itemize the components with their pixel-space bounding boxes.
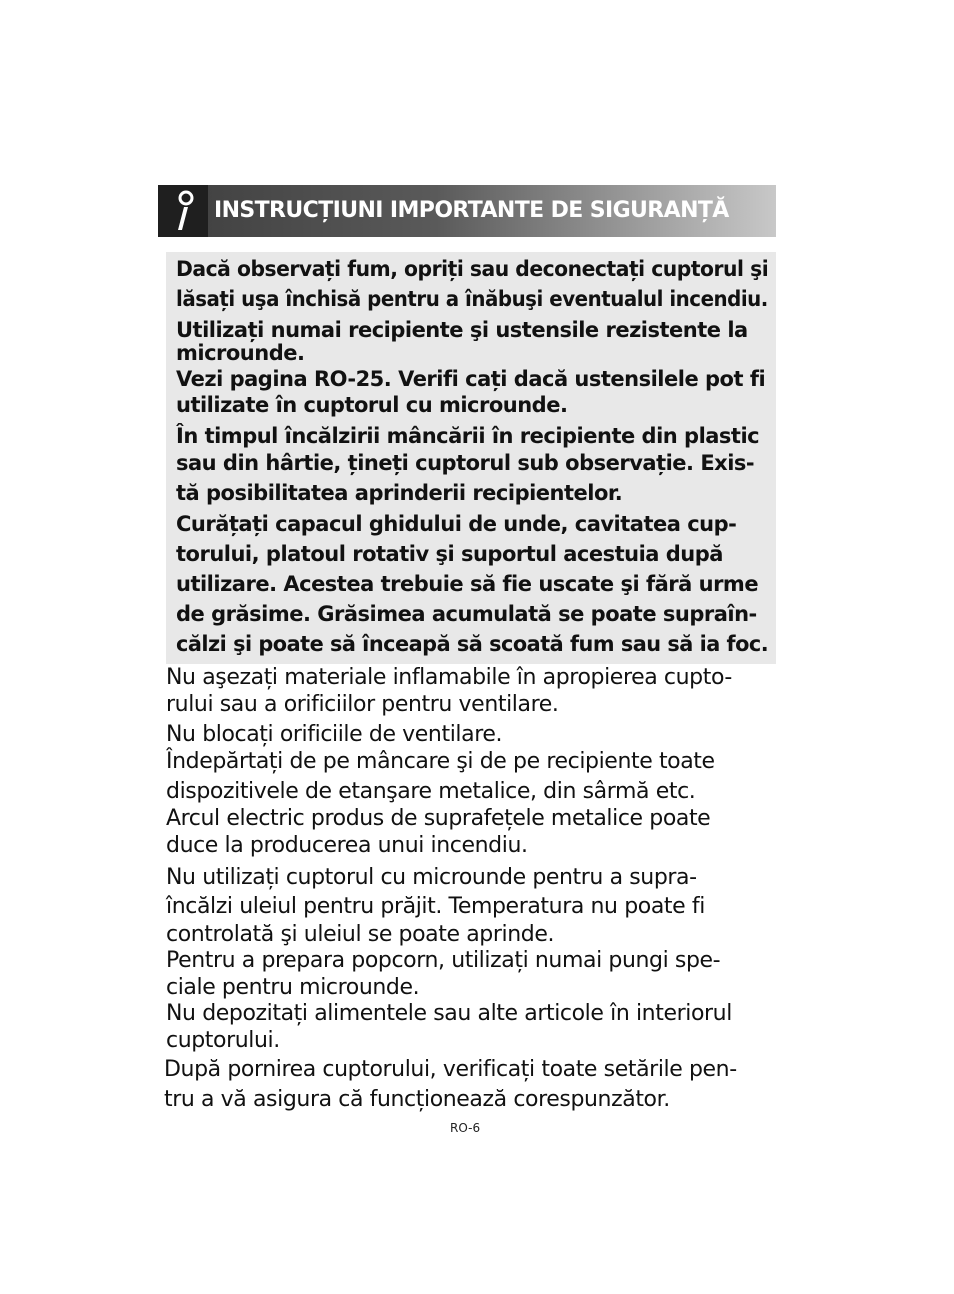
warning-line: Vezi pagina RO-25. Verifi cați dacă ustensilele pot fi — [176, 367, 766, 391]
warning-line: microunde. — [176, 341, 305, 365]
warning-line: În timpul încălzirii mâncării în recipiente din plastic — [176, 424, 760, 448]
body-line: Îndepărtați de pe mâncare şi de pe recipiente toate — [166, 749, 715, 774]
body-line: Nu blocați orificiile de ventilare. — [166, 722, 503, 747]
body-line: dispozitivele de etanşare metalice, din sârmă etc. — [166, 779, 696, 804]
info-icon — [171, 190, 195, 232]
body-line: controlată şi uleiul se poate aprinde. — [166, 922, 555, 947]
warning-line: sau din hârtie, țineți cuptorul sub observație. Exis- — [176, 451, 755, 475]
warning-line: utilizare. Acestea trebuie să fie uscate şi fără urme — [176, 572, 759, 596]
body-line: Nu depozitați alimentele sau alte articole în interiorul — [166, 1001, 732, 1026]
body-line: Arcul electric produs de suprafețele metalice poate — [166, 806, 711, 831]
warning-line: lăsați uşa închisă pentru a înăbuşi eventualul incendiu. — [176, 287, 768, 311]
body-line: ciale pentru microunde. — [166, 975, 420, 1000]
body-line: Nu aşezați materiale inflamabile în apropierea cupto- — [166, 665, 732, 690]
body-line: încălzi uleiul pentru prăjit. Temperatura nu poate fi — [166, 894, 705, 919]
warning-line: utilizate în cuptorul cu microunde. — [176, 393, 568, 417]
body-line: După pornirea cuptorului, verificați toate setările pen- — [164, 1057, 737, 1082]
warning-line: Dacă observați fum, opriți sau deconectați cuptorul şi — [176, 257, 769, 281]
body-line: tru a vă asigura că funcționează corespunzător. — [164, 1087, 670, 1112]
warning-line: tă posibilitatea aprinderii recipientelor. — [176, 481, 623, 505]
section-header — [158, 185, 776, 237]
warning-line: călzi şi poate să înceapă să scoată fum sau să ia foc. — [176, 632, 769, 656]
header-icon-box — [158, 185, 208, 237]
body-line: Nu utilizați cuptorul cu microunde pentru a supra- — [166, 865, 697, 890]
warning-line: Curățați capacul ghidului de unde, cavitatea cup- — [176, 512, 737, 536]
body-line: cuptorului. — [166, 1028, 280, 1053]
body-line: duce la producerea unui incendiu. — [166, 833, 528, 858]
warning-line: Utilizați numai recipiente şi ustensile rezistente la — [176, 318, 748, 342]
body-line: rului sau a orificiilor pentru ventilare. — [166, 692, 559, 717]
warning-line: de grăsime. Grăsimea acumulată se poate supraîn- — [176, 602, 757, 626]
page-number: RO-6 — [450, 1121, 481, 1135]
body-line: Pentru a prepara popcorn, utilizați numai pungi spe- — [166, 948, 721, 973]
warning-line: torului, platoul rotativ şi suportul acestuia după — [176, 542, 723, 566]
section-title: INSTRUCȚIUNI IMPORTANTE DE SIGURANȚĂ — [214, 198, 729, 223]
